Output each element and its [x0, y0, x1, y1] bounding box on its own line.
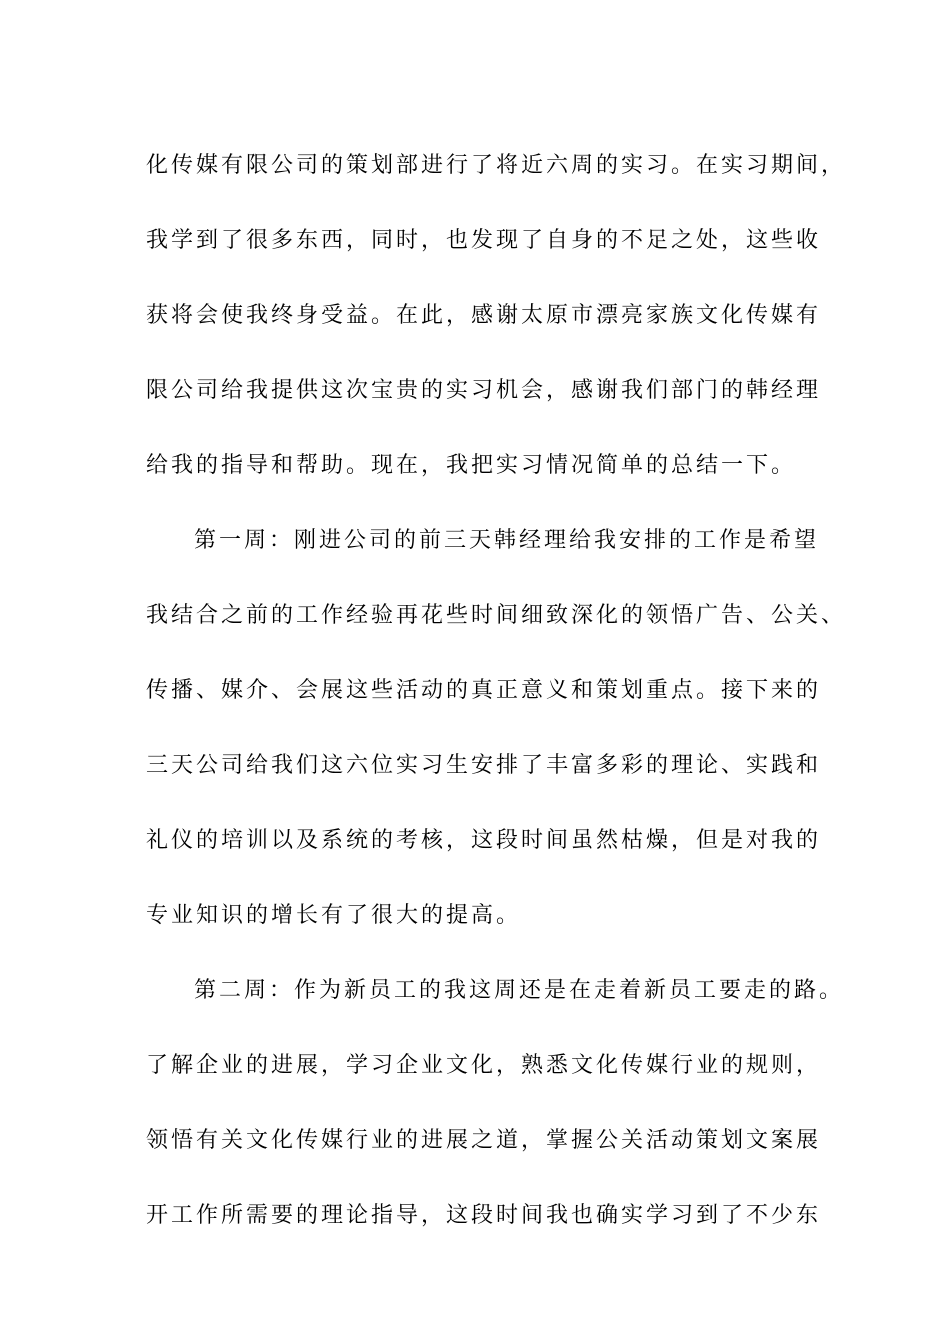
text-line: 获将会使我终身受益。在此，感谢太原市漂亮家族文化传媒有: [146, 303, 822, 328]
text-line: 专业知识的增长有了很大的提高。: [146, 903, 522, 928]
text-line: 了解企业的进展，学习企业文化，熟悉文化传媒行业的规则，: [146, 1053, 822, 1078]
text-line: 开工作所需要的理论指导，这段时间我也确实学习到了不少东: [146, 1203, 822, 1228]
text-line: 礼仪的培训以及系统的考核，这段时间虽然枯燥，但是对我的: [146, 828, 822, 853]
text-line: 我学到了很多东西，同时，也发现了自身的不足之处，这些收: [146, 228, 822, 253]
text-line: 三天公司给我们这六位实习生安排了丰富多彩的理论、实践和: [146, 753, 822, 778]
text-line: 限公司给我提供这次宝贵的实习机会，感谢我们部门的韩经理: [146, 378, 822, 403]
paragraph-start-line: 第一周：刚进公司的前三天韩经理给我安排的工作是希望: [194, 528, 820, 553]
paragraph-start-line: 第二周：作为新员工的我这周还是在走着新员工要走的路。: [194, 978, 845, 1003]
text-line: 化传媒有限公司的策划部进行了将近六周的实习。在实习期间，: [146, 153, 847, 178]
text-line: 给我的指导和帮助。现在，我把实习情况简单的总结一下。: [146, 453, 797, 478]
text-line: 领悟有关文化传媒行业的进展之道，掌握公关活动策划文案展: [146, 1128, 822, 1153]
text-line: 我结合之前的工作经验再花些时间细致深化的领悟广告、公关、: [146, 603, 847, 628]
body-text: [146, 128, 846, 1253]
text-line: 传播、媒介、会展这些活动的真正意义和策划重点。接下来的: [146, 678, 822, 703]
